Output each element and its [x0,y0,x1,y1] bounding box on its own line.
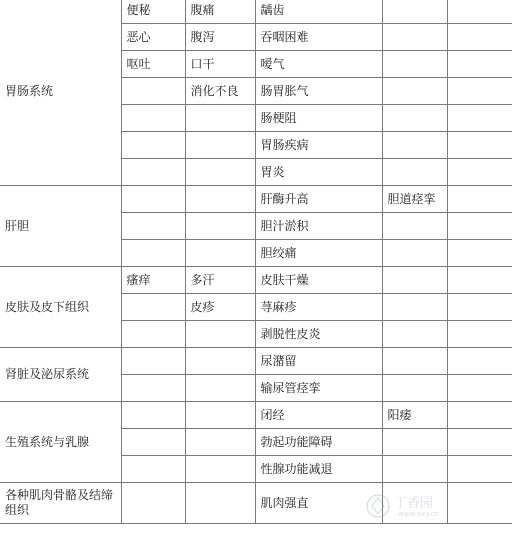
table-row [0,348,512,375]
event-cell [382,240,447,267]
event-cell: 荨麻疹 [255,294,382,321]
event-cell [382,267,447,294]
event-cell: 恶心 [121,24,185,51]
event-cell: 尿潴留 [255,348,382,375]
event-cell [447,483,512,524]
event-cell [382,0,447,24]
event-cell [382,159,447,186]
event-cell [185,321,255,348]
event-cell [447,132,512,159]
event-cell: 腹痛 [185,0,255,24]
event-cell [121,159,185,186]
event-cell: 肠胃胀气 [255,78,382,105]
event-cell: 胆道痉挛 [382,186,447,213]
event-cell: 胆绞痛 [255,240,382,267]
event-cell: 瘙痒 [121,267,185,294]
event-cell [447,186,512,213]
event-cell [382,132,447,159]
table-row [0,267,512,294]
event-cell [185,402,255,429]
event-cell [382,78,447,105]
event-cell [447,429,512,456]
event-cell [382,348,447,375]
event-cell [121,240,185,267]
event-cell [185,132,255,159]
event-cell: 口干 [185,51,255,78]
system-cell: 生殖系统与乳腺 [0,402,121,483]
event-cell: 多汗 [185,267,255,294]
watermark-brand: 丁香园 [394,496,434,511]
event-cell [382,24,447,51]
system-cell: 各种肌肉骨骼及结缔组织 [0,483,121,524]
event-cell [382,483,447,524]
event-cell: 腹泻 [185,24,255,51]
event-cell [185,483,255,524]
event-cell: 胃肠疾病 [255,132,382,159]
event-cell [121,456,185,483]
event-cell [447,0,512,24]
event-cell [185,240,255,267]
event-cell [121,213,185,240]
event-cell [382,294,447,321]
event-cell [121,483,185,524]
event-cell [121,105,185,132]
event-cell [121,294,185,321]
event-cell: 皮肤干燥 [255,267,382,294]
event-cell [121,402,185,429]
event-cell [447,456,512,483]
table-row [0,483,512,524]
event-cell: 便秘 [121,0,185,24]
watermark-url: www.dxy.cn [398,510,439,518]
event-cell [382,51,447,78]
event-cell [382,375,447,402]
event-cell [447,213,512,240]
event-cell [447,402,512,429]
event-cell [382,321,447,348]
event-cell [121,132,185,159]
system-cell: 皮肤及皮下组织 [0,267,121,348]
event-cell [185,348,255,375]
event-cell [185,456,255,483]
event-cell: 呕吐 [121,51,185,78]
event-cell [382,105,447,132]
event-cell: 胃炎 [255,159,382,186]
system-cell: 肝胆 [0,186,121,267]
event-cell [121,321,185,348]
event-cell [447,159,512,186]
event-cell [447,24,512,51]
event-cell [121,186,185,213]
event-cell: 胆汁淤积 [255,213,382,240]
event-cell [121,348,185,375]
event-cell: 吞咽困难 [255,24,382,51]
event-cell [121,429,185,456]
event-cell: 嗳气 [255,51,382,78]
event-cell [447,348,512,375]
table-row [0,186,512,213]
event-cell [121,78,185,105]
event-cell [185,186,255,213]
event-cell [447,240,512,267]
event-cell: 肠梗阻 [255,105,382,132]
event-cell: 剥脱性皮炎 [255,321,382,348]
event-cell [121,375,185,402]
event-cell: 阳痿 [382,402,447,429]
event-cell [382,213,447,240]
event-cell [447,78,512,105]
event-cell [185,105,255,132]
table-row [0,402,512,429]
event-cell [447,321,512,348]
event-cell: 性腺功能减退 [255,456,382,483]
event-cell [382,429,447,456]
system-cell: 肾脏及泌尿系统 [0,348,121,402]
event-cell [447,375,512,402]
event-cell [185,159,255,186]
event-cell [447,105,512,132]
event-cell: 勃起功能障碍 [255,429,382,456]
event-cell: 皮疹 [185,294,255,321]
event-cell [185,213,255,240]
event-cell [447,51,512,78]
table-row [0,0,512,24]
event-cell: 输尿管痉挛 [255,375,382,402]
event-cell: 肌肉强直 [255,483,382,524]
event-cell: 龋齿 [255,0,382,24]
event-cell [447,294,512,321]
event-cell: 肝酶升高 [255,186,382,213]
system-cell: 胃肠系统 [0,0,121,186]
event-cell [447,267,512,294]
event-cell [185,375,255,402]
event-cell [185,429,255,456]
event-cell [382,456,447,483]
event-cell: 消化不良 [185,78,255,105]
event-cell: 闭经 [255,402,382,429]
